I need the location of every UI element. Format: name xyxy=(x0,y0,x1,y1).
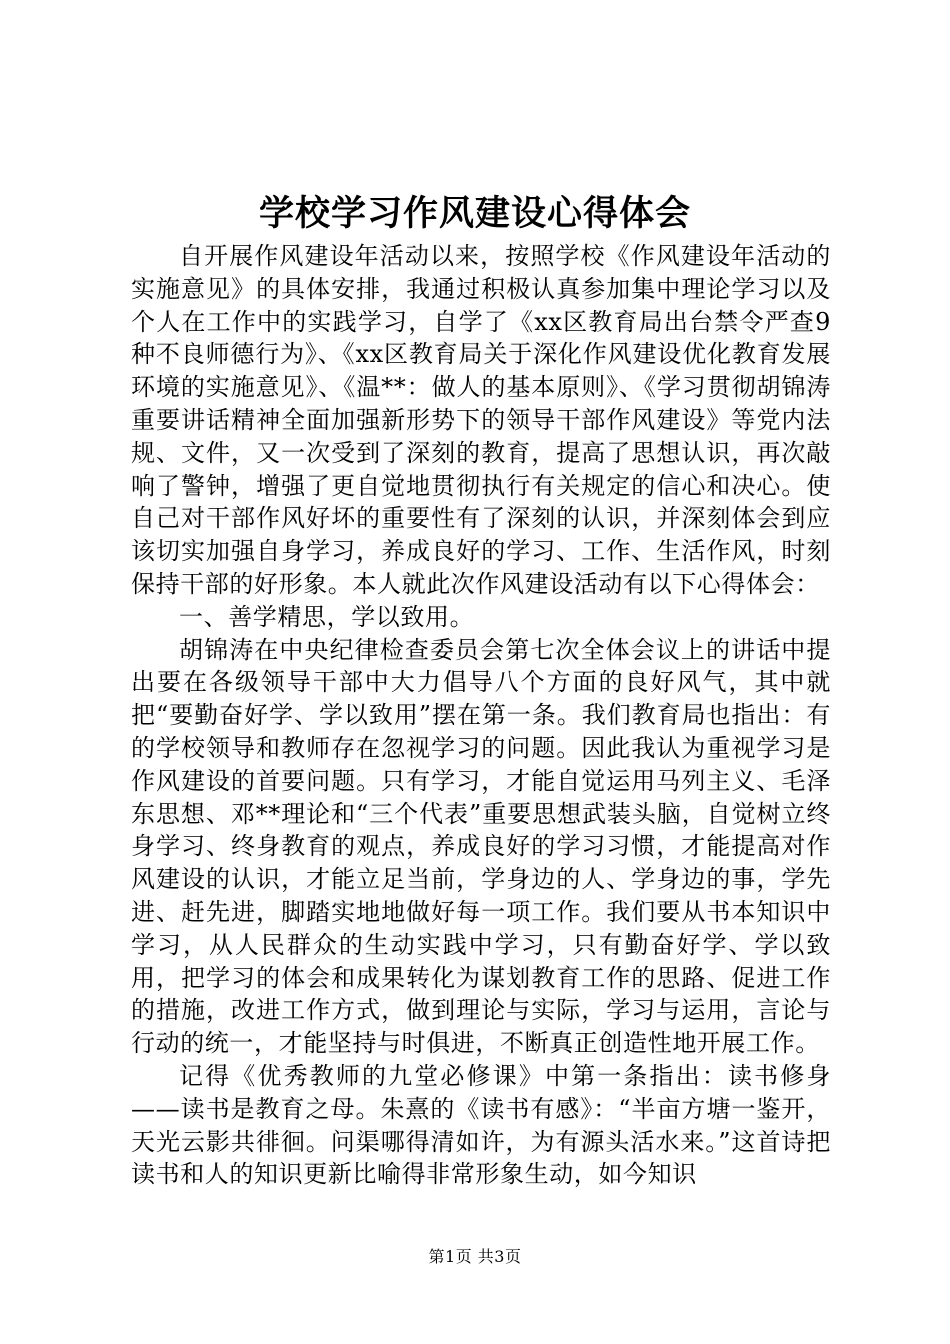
paragraph-reading: 记得《优秀教师的九堂必修课》中第一条指出：读书修身——读书是教育之母。朱熹的《读书有感》：“半亩方塘一鉴开，天光云影共徘徊。问渠哪得清如许，为有源头活水来。”这首诗把读书和人的知识更新比喻得非常形象生动，如今知识 xyxy=(131,1061,831,1189)
section-heading-1: 一、善学精思，学以致用。 xyxy=(179,602,475,631)
document-title: 学校学习作风建设心得体会 xyxy=(258,193,691,234)
paragraph-intro: 自开展作风建设年活动以来，按照学校《作风建设年活动的实施意见》的具体安排，我通过积极认真参加集中理论学习以及个人在工作中的实践学习，自学了《xx区教育局出台禁令严查9种不良师德行为》、《xx区教育局关于深化作风建设优化教育发展环境的实施意见》、《温**：做人的基本原则》、《学习贯彻胡锦涛重要讲话精神全面加强新形势下的领导干部作风建设》等党内法规、文件，又一次受到了深刻的教育，提高了思想认识，再次敲响了警钟，增强了更自觉地贯彻执行有关规定的信心和决心。使自己对干部作风好坏的重要性有了深刻的认识，并深刻体会到应该切实加强自身学习，养成良好的学习、工作、生活作风，时刻保持干部的好形象。本人就此次作风建设活动有以下心得体会： xyxy=(131,242,831,598)
paragraph-learning: 胡锦涛在中央纪律检查委员会第七次全体会议上的讲话中提出要在各级领导干部中大力倡导八个方面的良好风气，其中就把“要勤奋好学、学以致用”摆在第一条。我们教育局也指出：有的学校领导和教师存在忽视学习的问题。因此我认为重视学习是作风建设的首要问题。只有学习，才能自觉运用马列主义、毛泽东思想、邓**理论和“三个代表”重要思想武装头脑，自觉树立终身学习、终身教育的观点，养成良好的学习习惯，才能提高对作风建设的认识，才能立足当前，学身边的人、学身边的事，学先进、赶先进，脚踏实地地做好每一项工作。我们要从书本知识中学习，从人民群众的生动实践中学习，只有勤奋好学、学以致用，把学习的体会和成果转化为谋划教育工作的思路、促进工作的措施，改进工作方式，做到理论与实际，学习与运用，言论与行动的统一，才能坚持与时俱进，不断真正创造性地开展工作。 xyxy=(131,635,831,1058)
page-footer: 第1页 共3页 xyxy=(428,1247,522,1266)
document-body xyxy=(131,240,831,1191)
